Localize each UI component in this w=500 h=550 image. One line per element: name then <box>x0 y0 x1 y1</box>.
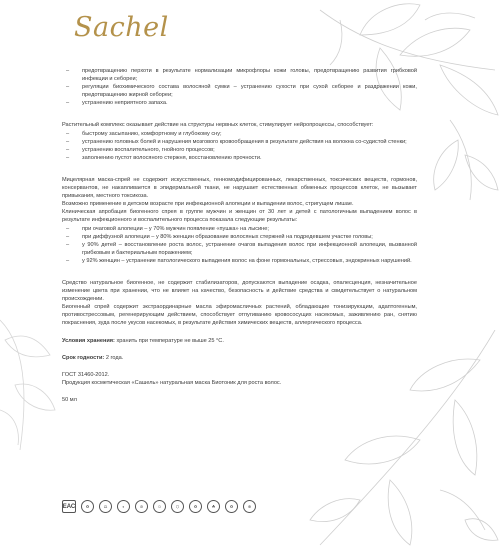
list-item: – быстрому засыпанию, комфортному и глубокому сну; <box>62 130 417 138</box>
recyclable-plastic-icon: ♲ <box>153 500 166 513</box>
volume: 50 мл <box>62 396 77 403</box>
shelf-life <box>62 354 417 362</box>
list-item: – регуляции биохимического состава волосяной сумки – устранению сухости при сухой себорее и раздражении кожи, предотвращению жирной себореи; <box>62 83 417 99</box>
paragraph: Биогенный спрей содержит экстраординарные масла эфиромасличных растений, обладающие тонизирующим, адаптогенным, противострессовым, регенерирующим действием, способствует отпугиванию кровососущих насекомых, заживлению ран, снятию покраснения, зуда после укусов насекомых, в результате действия химических веществ, аллергического процесса. <box>62 304 417 327</box>
scale-icon: ⚖ <box>99 500 112 513</box>
list-item: – устранению головных болей и нарушения мозгового кровообращения в результате действия на волокна со-судистой стенки; <box>62 138 417 146</box>
paragraph: Возможно применение в детском возрасте при инфекционной алопеции и выпадении волос, стригущем лишае. <box>62 201 354 208</box>
list-item: – у 92% женщин – устранение патологического выпадения волос на фоне гормональных, стрессовых, эндокринных нарушений. <box>62 257 417 265</box>
document-body <box>62 67 417 404</box>
eac-mark-icon: ЕАС <box>62 500 76 513</box>
recycle-arrows-icon: ♻ <box>225 500 238 513</box>
gost-standard: ГОСТ 31460-2012. <box>62 371 110 378</box>
paragraph: Клиническая апробация биогенного спрея в группе мужчин и женщин от 30 лет и детей с патологичным выпадением волос в результате инфекционного и воспалительного процесса показала следующие результаты: <box>62 209 417 224</box>
list-item: – устранению неприятного запаха. <box>62 99 417 107</box>
brand-logo: Sachel <box>74 12 169 43</box>
list-item: – у 90% детей – восстановление роста волос, устранение очагов выпадения волос при инфекционной алопеции, вызванной грибковым и бактериальным поражением; <box>62 241 417 257</box>
nervous-system-benefits-list <box>62 130 417 162</box>
natural-leaf-icon: ☘ <box>207 500 220 513</box>
list-item: – устранению воспалительного, гнойного процессов; <box>62 146 417 154</box>
shelf-life-label: Срок годности: <box>62 354 105 361</box>
product-name: Продукция косметическая «Сашель» натуральная маска Биотоник для роста волос. <box>62 379 282 386</box>
clinical-results-list <box>62 225 417 265</box>
hair-benefits-list <box>62 67 417 107</box>
list-item: – при очаговой алопеции – у 70% мужчин появление «пушка» на лысине; <box>62 225 417 233</box>
paragraph: Растительный комплекс оказывает действие на структуры нервных клеток, стимулирует нейропроцессы, способствует: <box>62 122 374 129</box>
recycle-icon: ♻ <box>81 500 94 513</box>
paragraph: Средство натуральное биогенное, не содержит стабилизаторов, допускаются выпадение осадка, опалесценция, незначительное изменение цвета при хранении, что не влияет на качество, безопасность и действие средства и свидетельствует о натуральном происхождении. <box>62 279 417 303</box>
storage-conditions <box>62 337 417 345</box>
list-item: – предотвращению перхоти в результате нормализации микрофлоры кожи головы, предотвращению развития грибковой инфекции и себореи; <box>62 67 417 83</box>
storage-value: хранить при температуре не выше 25 °С. <box>114 337 224 344</box>
floral-decoration-left <box>0 300 60 460</box>
storage-label: Условия хранения: <box>62 337 115 344</box>
global-mark-icon: ⊕ <box>243 500 256 513</box>
recycle-loop-icon: ♻ <box>189 500 202 513</box>
open-jar-icon: ◐ <box>117 500 130 513</box>
hexagon-mark-icon: ⬡ <box>171 500 184 513</box>
shelf-life-value: 2 года. <box>104 354 124 361</box>
no-animal-testing-icon: ⊘ <box>135 500 148 513</box>
certification-icons-row <box>62 500 256 513</box>
paragraph: Мицелярная маска-спрей не содержит искусственных, генномодифицированных, лекарственных, токсических веществ, гормонов, консервантов, не накапливается в эпидермальной ткани, не нарушает естественных обменных процессов клеток, не вызывает привыкания, местного токсикоза. <box>62 176 417 200</box>
list-item: – заполнению пустот волосяного стержня, восстановлению прочности. <box>62 154 417 162</box>
list-item: – при диффузной алопеции – у 80% женщин образование волосяных стержней на подредевшем участке головы; <box>62 233 417 241</box>
